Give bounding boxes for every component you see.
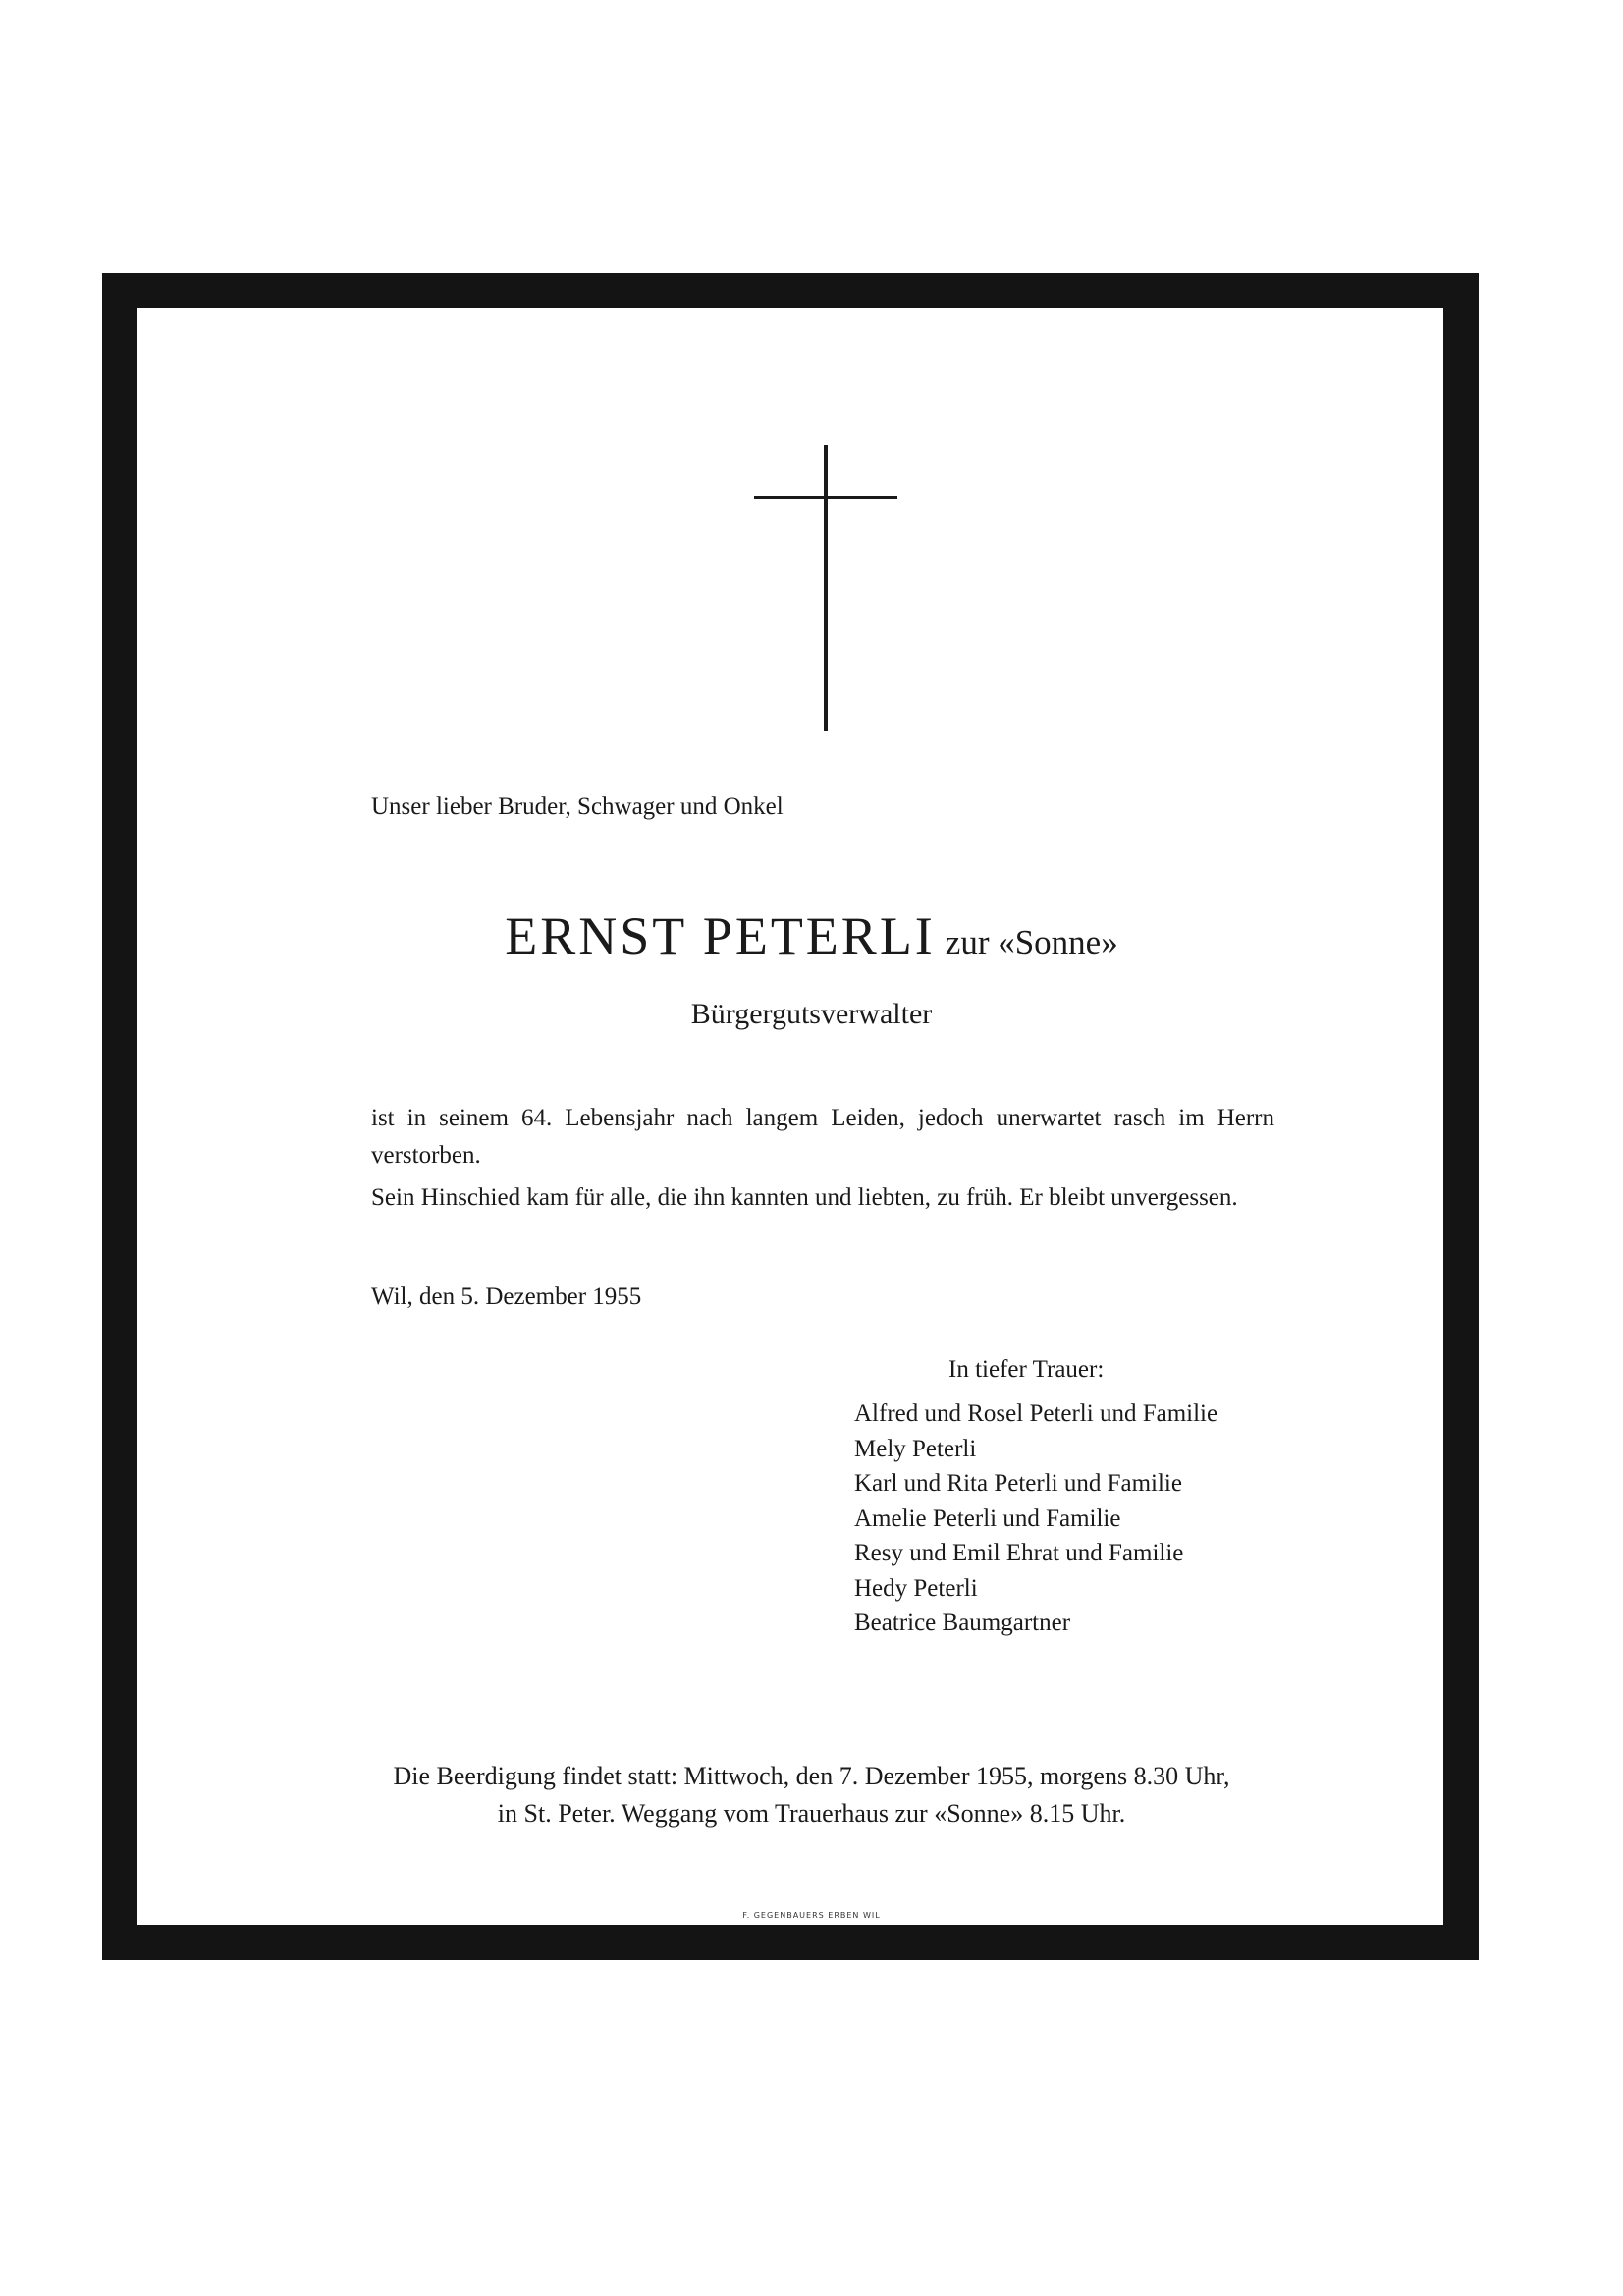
deceased-name-line bbox=[0, 905, 1623, 966]
mourning-label: In tiefer Trauer: bbox=[948, 1356, 1105, 1383]
mourner-item: Alfred und Rosel Peterli und Familie bbox=[854, 1400, 1218, 1427]
intro-line: Unser lieber Bruder, Schwager und Onkel bbox=[371, 793, 784, 820]
funeral-details-line-1: Die Beerdigung findet statt: Mittwoch, den 7. Dezember 1955, morgens 8.30 Uhr, bbox=[393, 1762, 1230, 1790]
cross-icon-vertical bbox=[824, 445, 828, 731]
announcement-paragraph-1: ist in seinem 64. Lebensjahr nach langem Leiden, jedoch unerwartet rasch im Herrn verstorben. bbox=[371, 1105, 1274, 1169]
deceased-name: ERNST PETERLI bbox=[505, 906, 936, 965]
deceased-occupation: Bürgergutsverwalter bbox=[690, 998, 933, 1030]
printer-mark: F. GEGENBAUERS ERBEN WIL bbox=[742, 1911, 881, 1920]
mourner-item: Resy und Emil Ehrat und Familie bbox=[854, 1540, 1184, 1566]
mourners-list bbox=[854, 1396, 1217, 1641]
funeral-details-line-2: in St. Peter. Weggang vom Trauerhaus zur «Sonne» 8.15 Uhr. bbox=[497, 1799, 1126, 1828]
mourner-item: Hedy Peterli bbox=[854, 1574, 978, 1602]
announcement-paragraph-2: Sein Hinschied kam für alle, die ihn kannten und liebten, zu früh. Er bleibt unvergessen. bbox=[371, 1184, 1238, 1211]
funeral-details bbox=[0, 1758, 1623, 1832]
mourner-item: Amelie Peterli und Familie bbox=[854, 1504, 1121, 1532]
mourner-item: Mely Peterli bbox=[854, 1435, 977, 1462]
mourner-item: Karl und Rita Peterli und Familie bbox=[854, 1470, 1182, 1497]
place-date: Wil, den 5. Dezember 1955 bbox=[371, 1284, 642, 1310]
cross-icon-horizontal bbox=[754, 496, 897, 499]
mourner-item: Beatrice Baumgartner bbox=[854, 1610, 1071, 1636]
deceased-name-suffix: zur «Sonne» bbox=[945, 923, 1118, 961]
